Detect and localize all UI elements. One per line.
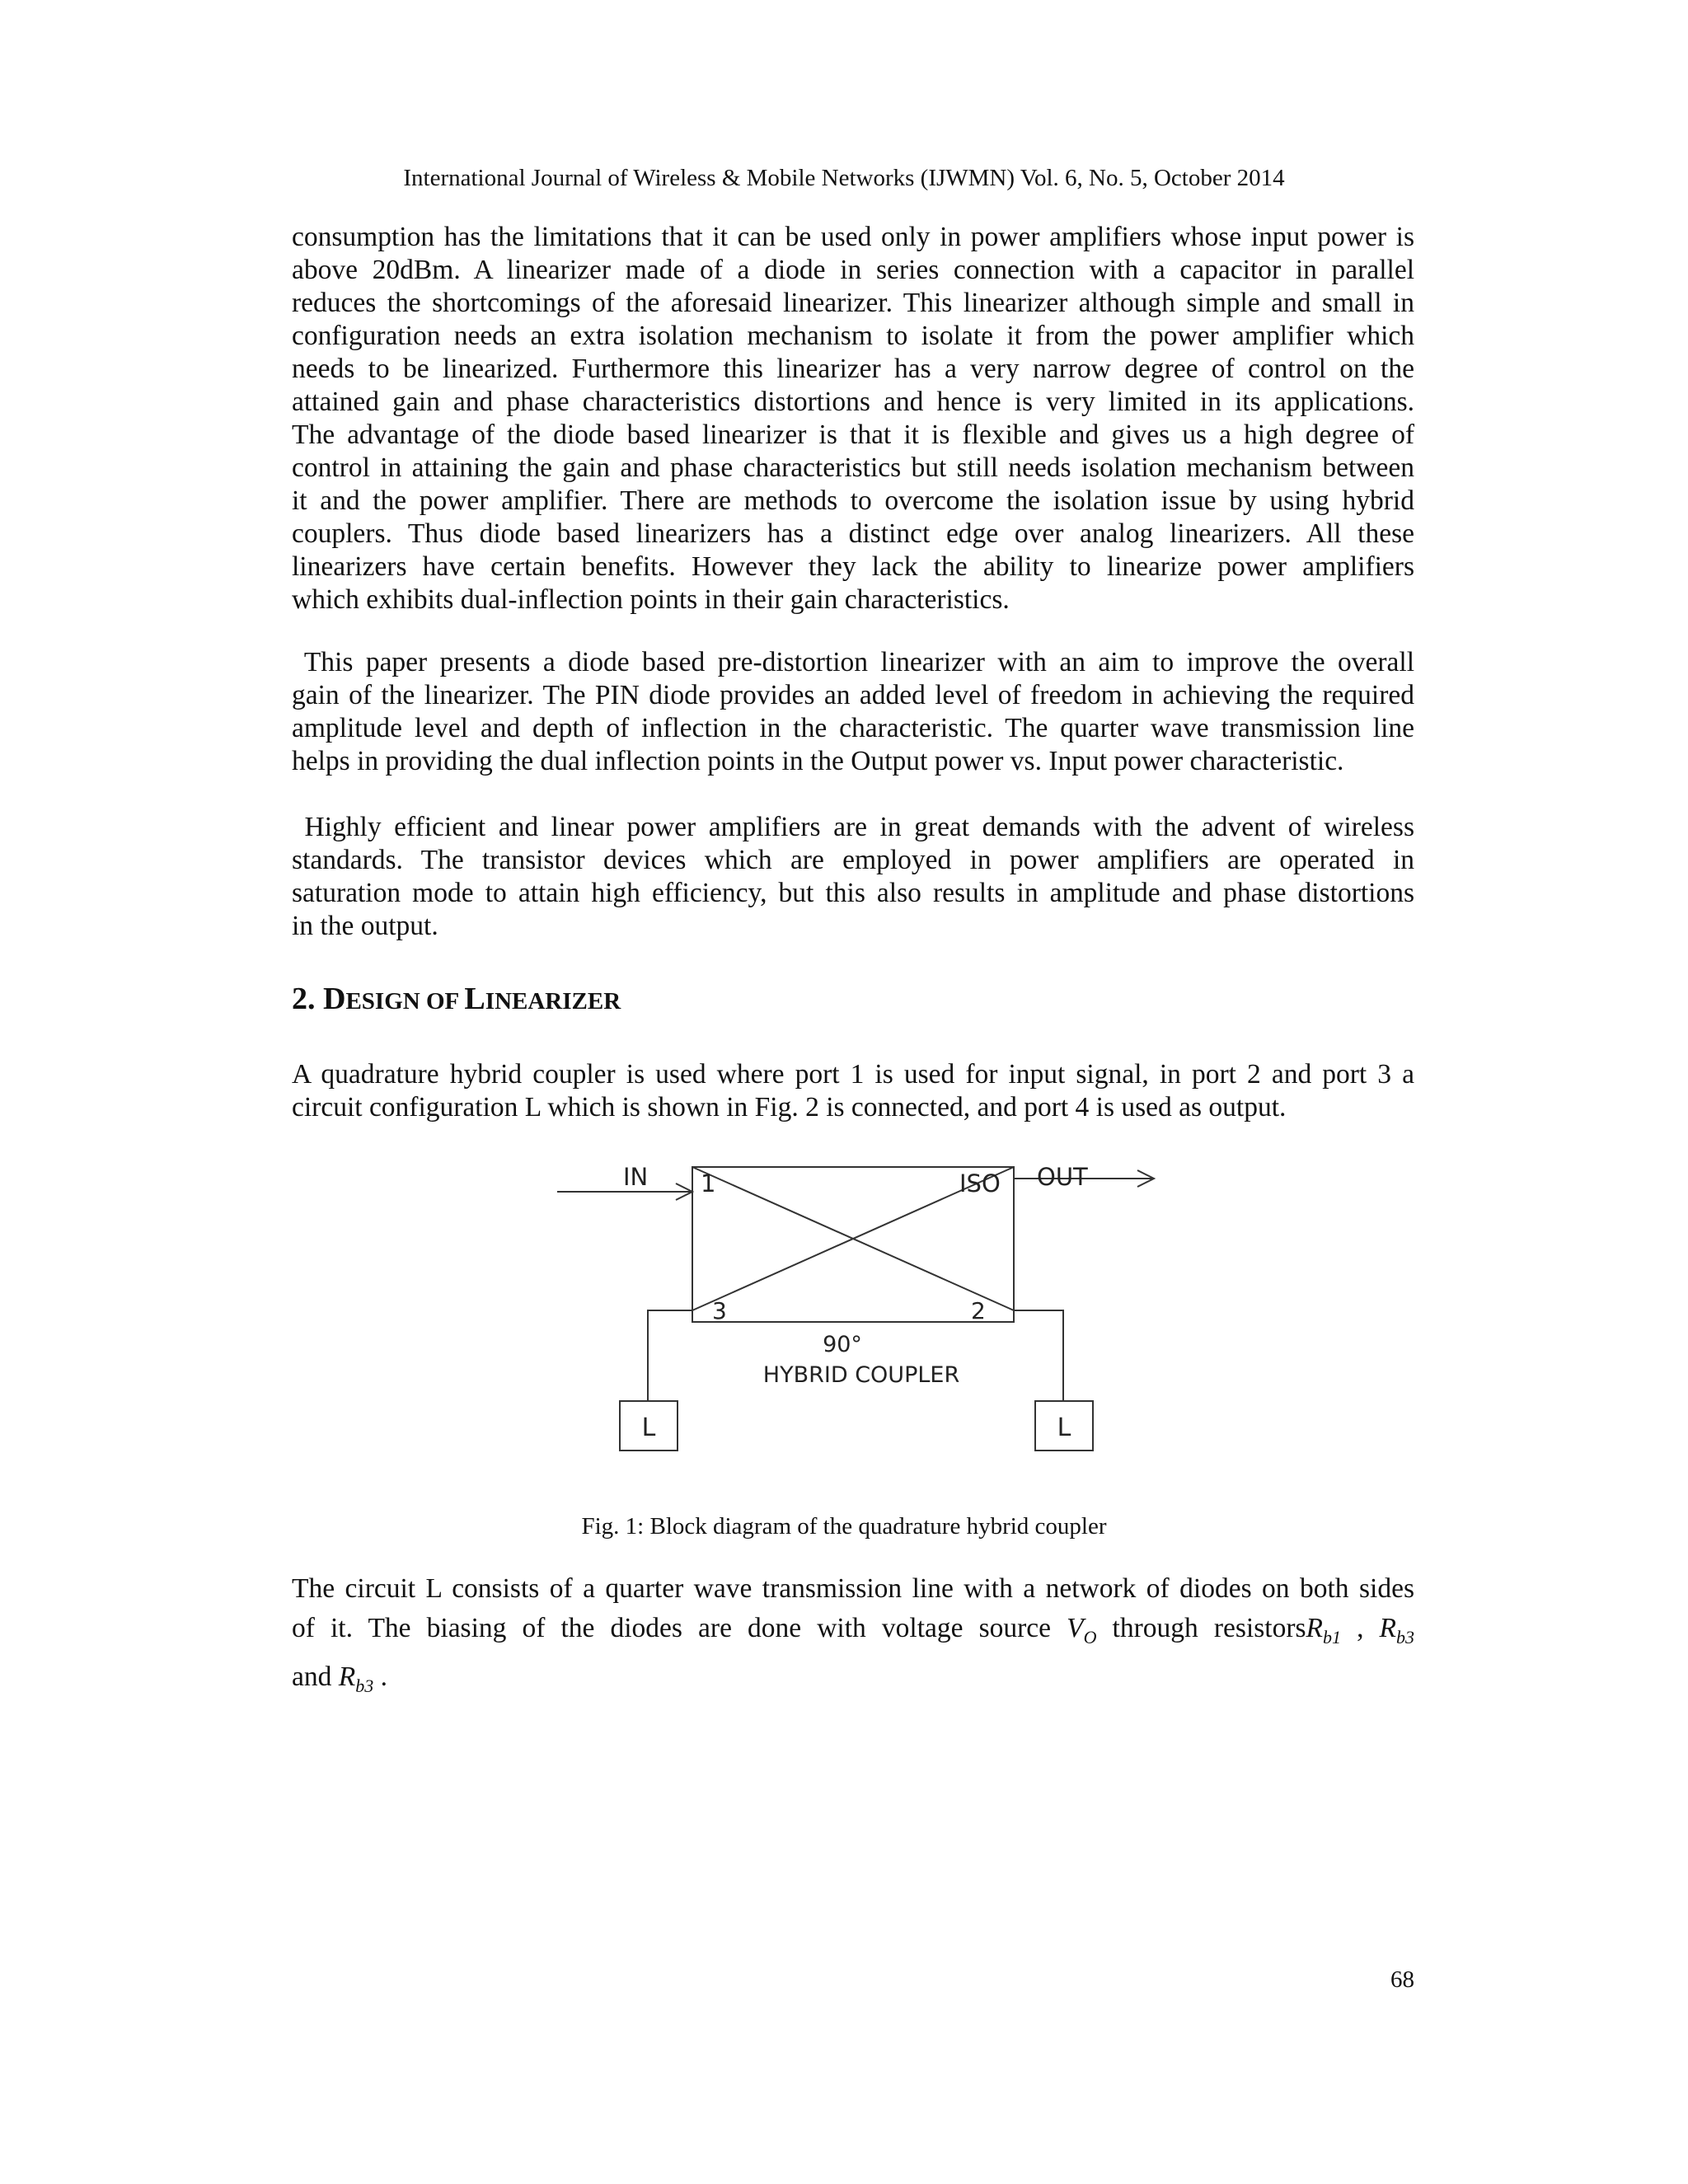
- text-line: The circuit L consists of a quarter wave transmission line with a network of diodes on both sides: [292, 1573, 1414, 1604]
- text-line: above 20dBm. A linearizer made of a diode in series connection with a capacitor in parallel: [292, 255, 1414, 285]
- out-label: OUT: [1037, 1163, 1088, 1191]
- heading-smallcaps: OF: [425, 988, 465, 1015]
- text-line: A quadrature hybrid coupler is used where port 1 is used for input signal, in port 2 and port 3 a: [292, 1059, 1414, 1090]
- voltage-subscript: O: [1083, 1627, 1097, 1647]
- text-line: Highly efficient and linear power amplifiers are in great demands with the advent of wireless: [292, 812, 1414, 842]
- running-header: International Journal of Wireless & Mobile Networks (IJWMN) Vol. 6, No. 5, October 2014: [403, 165, 1285, 191]
- text-line: This paper presents a diode based pre-distortion linearizer with an aim to improve the overall: [292, 647, 1414, 677]
- resistor-symbol: R: [1306, 1613, 1323, 1643]
- text-line: [292, 1657, 1414, 1706]
- load-label-right: L: [1057, 1413, 1071, 1442]
- paragraph-2: [292, 646, 1414, 778]
- text-line: The advantage of the diode based linearizer is that it is flexible and gives us a high degree of: [292, 419, 1414, 450]
- hybrid-coupler-diagram: [552, 1154, 1162, 1467]
- text-span: and: [292, 1661, 339, 1692]
- heading-letter: D: [323, 982, 346, 1016]
- resistor-subscript: b3: [1396, 1627, 1415, 1647]
- text-line: [292, 1609, 1414, 1657]
- text-span: of it. The biasing of the diodes are done with voltage source: [292, 1613, 1067, 1643]
- iso-label: ISO: [959, 1169, 1001, 1197]
- text-line: configuration needs an extra isolation mechanism to isolate it from the power amplifier which: [292, 321, 1414, 351]
- page-number: 68: [1390, 1966, 1414, 1993]
- resistor-subscript: b1: [1322, 1627, 1341, 1647]
- text-line: linearizers have certain benefits. However they lack the ability to linearize power amplifiers: [292, 551, 1414, 582]
- section-number: 2.: [292, 982, 323, 1016]
- text-line: it and the power amplifier. There are methods to overcome the isolation issue by using hybrid: [292, 485, 1414, 516]
- port-3-label: 3: [712, 1297, 727, 1324]
- text-line: circuit configuration L which is shown in Fig. 2 is connected, and port 4 is used as output.: [292, 1092, 1287, 1122]
- text-line: attained gain and phase characteristics distortions and hence is very limited in its applications.: [292, 387, 1414, 417]
- port2-lead: [1014, 1310, 1063, 1401]
- voltage-symbol: V: [1067, 1613, 1084, 1643]
- port-2-label: 2: [971, 1297, 986, 1324]
- text-span: ,: [1340, 1613, 1380, 1643]
- heading-smallcaps: INEARIZER: [485, 988, 621, 1015]
- text-line: which exhibits dual-inflection points in their gain characteristics.: [292, 584, 1010, 615]
- text-line: consumption has the limitations that it can be used only in power amplifiers whose input power is: [292, 222, 1414, 252]
- text-line: helps in providing the dual inflection points in the Output power vs. Input power characteristic.: [292, 746, 1344, 776]
- heading-letter: L: [464, 982, 485, 1016]
- paragraph-4: [292, 1058, 1414, 1124]
- section-heading: [292, 979, 621, 1021]
- port-1-label: 1: [701, 1169, 716, 1197]
- text-line: standards. The transistor devices which are employed in power amplifiers are operated in: [292, 845, 1414, 875]
- text-line: reduces the shortcomings of the aforesaid linearizer. This linearizer although simple and small in: [292, 288, 1414, 318]
- text-line: needs to be linearized. Furthermore this linearizer has a very narrow degree of control on the: [292, 354, 1414, 384]
- text-line: couplers. Thus diode based linearizers has a distinct edge over analog linearizers. All these: [292, 518, 1414, 549]
- resistor-subscript: b3: [355, 1675, 374, 1696]
- text-line: in the output.: [292, 911, 438, 941]
- coupler-label: HYBRID COUPLER: [762, 1362, 960, 1388]
- text-span: .: [373, 1661, 387, 1692]
- resistor-symbol: R: [1379, 1613, 1397, 1643]
- text-line: amplitude level and depth of inflection in the characteristic. The quarter wave transmission line: [292, 713, 1414, 743]
- heading-smallcaps: ESIGN: [345, 988, 426, 1015]
- paragraph-5: [292, 1569, 1414, 1706]
- figure-caption: Fig. 1: Block diagram of the quadrature hybrid coupler: [581, 1513, 1107, 1540]
- text-span: through resistors: [1096, 1613, 1306, 1643]
- text-line: saturation mode to attain high efficiency, but this also results in amplitude and phase distortions: [292, 878, 1414, 908]
- paragraph-1: [292, 221, 1414, 616]
- in-label: IN: [623, 1163, 649, 1191]
- port3-lead: [648, 1310, 692, 1401]
- load-label-left: L: [641, 1413, 656, 1442]
- text-line: gain of the linearizer. The PIN diode provides an added level of freedom in achieving the required: [292, 680, 1414, 710]
- resistor-symbol: R: [338, 1661, 356, 1692]
- paragraph-3: [292, 811, 1414, 943]
- text-line: control in attaining the gain and phase characteristics but still needs isolation mechanism between: [292, 452, 1414, 483]
- angle-label: 90°: [823, 1332, 862, 1357]
